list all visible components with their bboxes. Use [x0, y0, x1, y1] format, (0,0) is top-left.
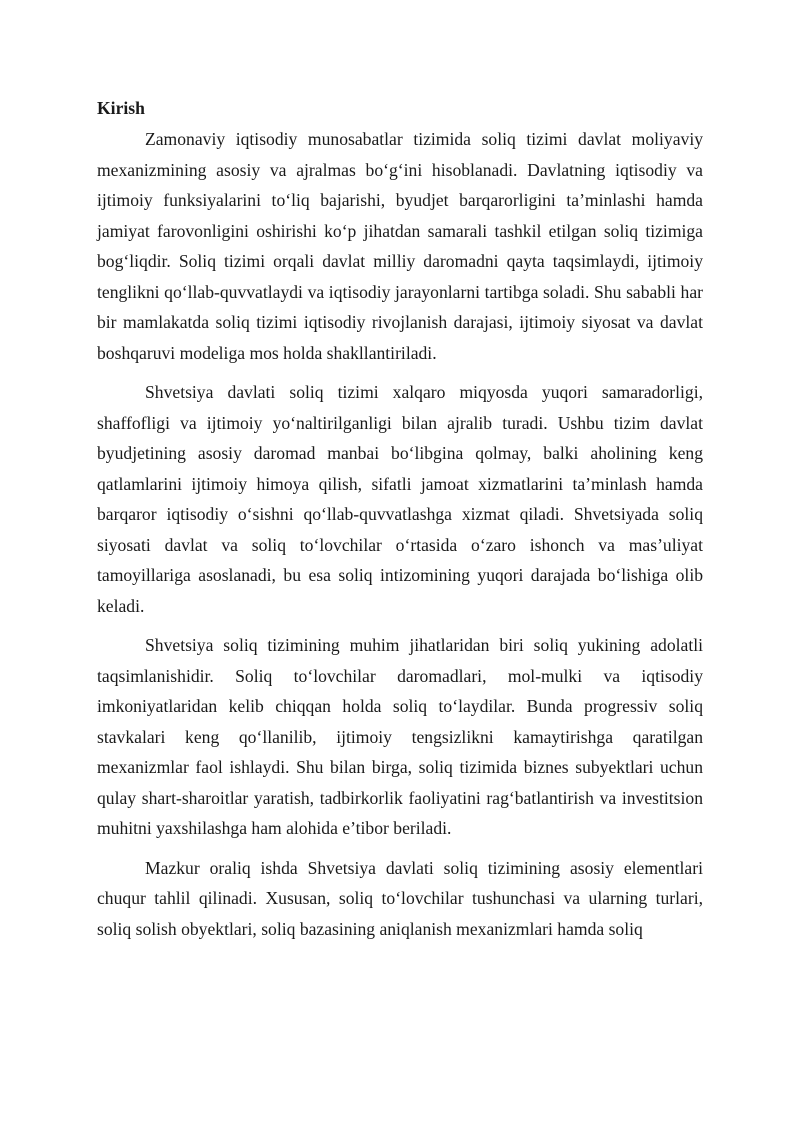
paragraph-4: Mazkur oraliq ishda Shvetsiya davlati soliq tizimining asosiy elementlari chuqur tahlil qilinadi. Xususan, soliq to‘lovchilar tushunchasi va ularning turlari, soliq solish obyektlari, soliq bazasining aniqlanish mexanizmlari hamda soliq — [97, 857, 703, 939]
section-heading: Kirish — [97, 98, 145, 118]
paragraph-2: Shvetsiya davlati soliq tizimi xalqaro miqyosda yuqori samaradorligi, shaffofligi va ijtimoiy yo‘naltirilganligi bilan ajralib turadi. Ushbu tizim davlat byudjetining asosiy daromad manbai bo‘libgina qolmay, balki aholining keng qatlamlarini ijtimoiy himoya qilish, sifatli jamoat xizmatlarini ta’minlash hamda barqaror iqtisodiy o‘sishni qo‘llab-quvvatlashga xizmat qiladi. Shvetsiyada soliq siyosati davlat va soliq to‘lovchilar o‘rtasida o‘zaro ishonch va mas’uliyat tamoyillariga asoslanadi, bu esa soliq intizomining yuqori darajada bo‘lishiga olib keladi. — [97, 382, 703, 616]
paragraph-3: Shvetsiya soliq tizimining muhim jihatlaridan biri soliq yukining adolatli taqsimlanishidir. Soliq to‘lovchilar daromadlari, mol-mulki va iqtisodiy imkoniyatlaridan kelib chiqqan holda soliq to‘laydilar. Bunda progressiv soliq stavkalari keng qo‘llanilib, ijtimoiy tengsizlikni kamaytirishga qaratilgan mexanizmlar faol ishlaydi. Shu bilan birga, soliq tizimida biznes subyektlari uchun qulay shart-sharoitlar yaratish, tadbirkorlik faoliyatini rag‘batlantirish va investitsion muhitni yaxshilashga ham alohida e’tibor beriladi. — [97, 635, 703, 838]
document-page — [97, 96, 703, 953]
paragraph-1: Zamonaviy iqtisodiy munosabatlar tizimida soliq tizimi davlat moliyaviy mexanizmining asosiy va ajralmas bo‘g‘ini hisoblanadi. Davlatning iqtisodiy va ijtimoiy funksiyalarini to‘liq bajarishi, byudjet barqarorligini ta’minlashi hamda jamiyat farovonligini oshirishi ko‘p jihatdan samarali tashkil etilgan soliq tizimiga bog‘liqdir. Soliq tizimi orqali davlat milliy daromadni qayta taqsimlaydi, ijtimoiy tenglikni qo‘llab-quvvatlaydi va iqtisodiy jarayonlarni tartibga soladi. Shu sababli har bir mamlakatda soliq tizimi iqtisodiy rivojlanish darajasi, ijtimoiy siyosat va davlat boshqaruvi modeliga mos holda shakllantiriladi. — [97, 129, 703, 363]
